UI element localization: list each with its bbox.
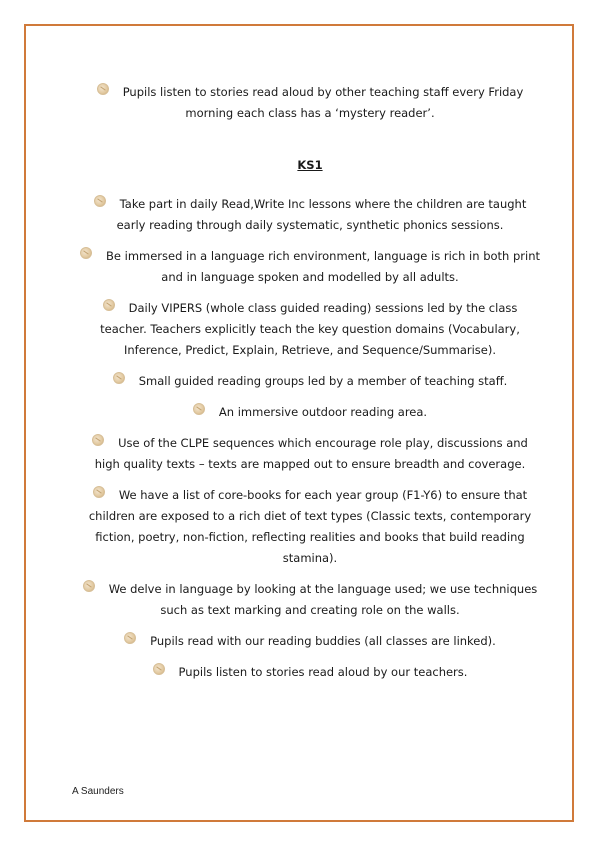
bullet-text: Small guided reading groups led by a member of teaching staff. xyxy=(138,374,508,388)
ks1-bullet xyxy=(80,194,540,236)
bullet-icon xyxy=(80,247,92,259)
bullet-icon xyxy=(113,372,125,384)
ks1-bullet xyxy=(80,433,540,475)
document-content xyxy=(80,82,540,693)
bullet-icon xyxy=(103,299,115,311)
ks1-bullet xyxy=(80,579,540,621)
bullet-icon xyxy=(83,580,95,592)
bullet-icon xyxy=(97,83,109,95)
footer-author: A Saunders xyxy=(72,786,124,797)
bullet-icon xyxy=(124,632,136,644)
bullet-text: We delve in language by looking at the language used; we use techniques such as text marking and creating role on the walls. xyxy=(108,582,538,617)
ks1-bullet xyxy=(80,246,540,288)
ks1-bullet xyxy=(80,662,540,683)
bullet-icon xyxy=(94,195,106,207)
ks1-bullet xyxy=(80,631,540,652)
bullet-text: An immersive outdoor reading area. xyxy=(218,405,428,419)
bullet-text: Daily VIPERS (whole class guided reading) sessions led by the class teacher. Teachers explicitly teach the key question domains (Vocabulary, Inference, Predict, Explain, Retrieve, and Sequence/Summarise). xyxy=(100,301,520,357)
ks1-bullet xyxy=(80,298,540,361)
ks1-bullet xyxy=(80,485,540,569)
bullet-icon xyxy=(92,434,104,446)
bullet-text: Be immersed in a language rich environment, language is rich in both print and in language spoken and modelled by all adults. xyxy=(106,249,541,284)
ks1-bullet xyxy=(80,371,540,392)
intro-bullet xyxy=(80,82,540,124)
bullet-text: Pupils read with our reading buddies (all classes are linked). xyxy=(150,634,496,648)
bullet-icon xyxy=(93,486,105,498)
bullet-text: Take part in daily Read,Write Inc lessons where the children are taught early reading through daily systematic, synthetic phonics sessions. xyxy=(116,197,527,232)
bullet-text: Pupils listen to stories read aloud by our teachers. xyxy=(178,665,468,679)
bullet-text: Pupils listen to stories read aloud by other teaching staff every Friday morning each class has a ‘mystery reader’. xyxy=(122,85,524,120)
ks1-bullet xyxy=(80,402,540,423)
bullet-icon xyxy=(193,403,205,415)
section-heading-ks1: KS1 xyxy=(297,158,323,172)
bullet-text: We have a list of core-books for each year group (F1-Y6) to ensure that children are exposed to a rich diet of text types (Classic texts, contemporary fiction, poetry, non-fiction, reflecting realities and books that build reading stamina). xyxy=(88,488,532,565)
bullet-icon xyxy=(153,663,165,675)
bullet-text: Use of the CLPE sequences which encourage role play, discussions and high quality texts – texts are mapped out to ensure breadth and coverage. xyxy=(94,436,528,471)
